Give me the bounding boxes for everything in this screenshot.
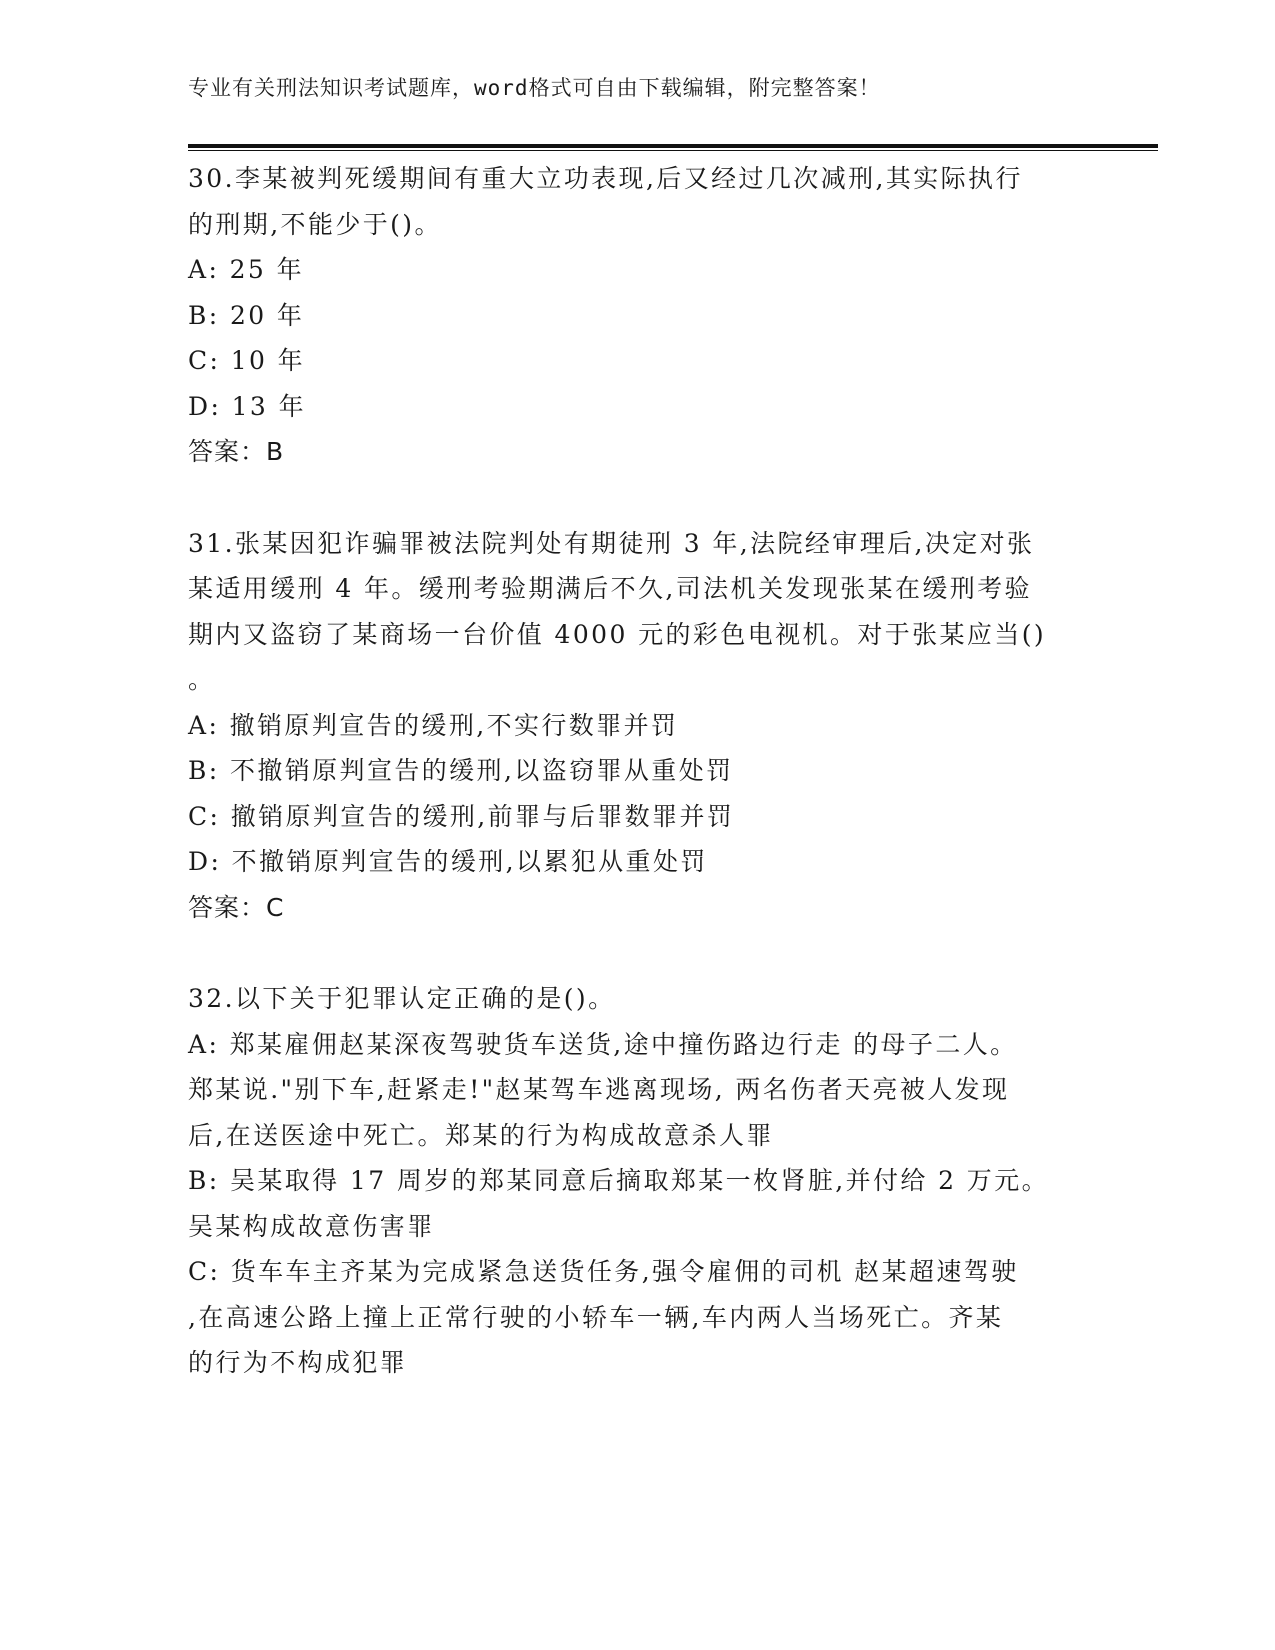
option-c <box>188 338 1088 384</box>
option-text-line: A: 25 年 <box>188 255 304 284</box>
option-text-line: 郑某说."别下车,赶紧走!"赵某驾车逃离现场, 两名伤者天亮被人发现 <box>188 1075 1010 1104</box>
option-text-line: 吴某构成故意伤害罪 <box>188 1211 435 1241</box>
question-2 <box>188 521 1088 931</box>
option-text-line: D: 不撤销原判宣告的缓刑,以累犯从重处罚 <box>188 847 708 876</box>
question-stem-line: 31.张某因犯诈骗罪被法院判处有期徒刑 3 年,法院经审理后,决定对张 <box>188 528 1035 558</box>
option-b <box>188 1158 1088 1249</box>
question-1 <box>188 156 1088 475</box>
option-text-line: 后,在送医途中死亡。郑某的行为构成故意杀人罪 <box>188 1120 774 1150</box>
option-text-line: C: 撤销原判宣告的缓刑,前罪与后罪数罪并罚 <box>188 801 735 831</box>
question-stem-line: 。 <box>188 665 216 694</box>
option-text-line: B: 吴某取得 17 周岁的郑某同意后摘取郑某一枚肾脏,并付给 2 万元。 <box>188 1166 1049 1195</box>
question-3 <box>188 976 1088 1386</box>
option-text-line: C: 10 年 <box>188 346 306 375</box>
option-text-line: A: 郑某雇佣赵某深夜驾驶货车送货,途中撞伤路边行走 的母子二人。 <box>188 1029 1018 1059</box>
answer-label: 答案：C <box>188 892 285 922</box>
option-a <box>188 247 1088 293</box>
option-text-line: B: 不撤销原判宣告的缓刑,以盗窃罪从重处罚 <box>188 756 734 785</box>
option-text-line: ,在高速公路上撞上正常行驶的小轿车一辆,车内两人当场死亡。齐某 <box>188 1302 1004 1332</box>
option-c <box>188 1249 1088 1386</box>
answer-label: 答案：B <box>188 437 285 466</box>
option-b <box>188 748 1088 794</box>
option-d <box>188 384 1088 430</box>
question-list <box>188 156 1088 1386</box>
header-rule <box>188 144 1158 148</box>
option-d <box>188 839 1088 885</box>
option-a <box>188 1022 1088 1159</box>
question-spacer <box>188 930 1088 976</box>
page-header: 专业有关刑法知识考试题库，word格式可自由下载编辑，附完整答案！ <box>188 76 881 100</box>
option-text-line: D: 13 年 <box>188 391 306 421</box>
question-stem-line: 的刑期,不能少于()。 <box>188 209 442 239</box>
question-spacer <box>188 475 1088 521</box>
option-text-line: B: 20 年 <box>188 300 305 330</box>
question-stem-line: 30.李某被判死缓期间有重大立功表现,后又经过几次减刑,其实际执行 <box>188 164 1023 193</box>
option-text-line: C: 货车车主齐某为完成紧急送货任务,强令雇佣的司机 赵某超速驾驶 <box>188 1257 1019 1286</box>
question-stem-line: 期内又盗窃了某商场一台价值 4000 元的彩色电视机。对于张某应当() <box>188 619 1047 649</box>
question-stem-line: 某适用缓刑 4 年。缓刑考验期满后不久,司法机关发现张某在缓刑考验 <box>188 574 1032 603</box>
option-text-line: 的行为不构成犯罪 <box>188 1348 408 1377</box>
header-rule-thin <box>188 150 1158 151</box>
option-a <box>188 703 1088 749</box>
question-stem-line: 32.以下关于犯罪认定正确的是()。 <box>188 984 616 1013</box>
option-b <box>188 293 1088 339</box>
option-text-line: A: 撤销原判宣告的缓刑,不实行数罪并罚 <box>188 710 679 740</box>
option-c <box>188 794 1088 840</box>
